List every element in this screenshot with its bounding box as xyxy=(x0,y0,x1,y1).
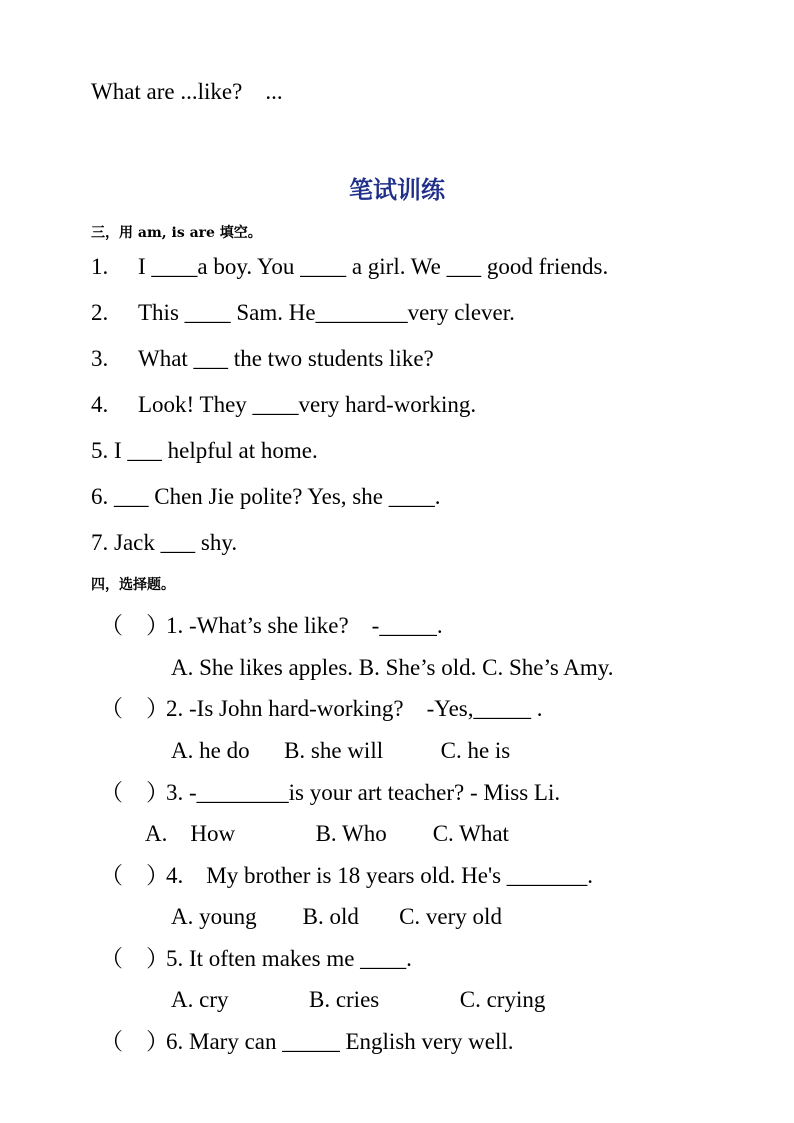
section4-header: 四，选择题。 xyxy=(91,577,175,593)
intro-line: What are ...like? ... xyxy=(91,79,283,104)
choice-options-3: A. How B. Who C. What xyxy=(145,821,509,846)
fill-item-4 xyxy=(91,391,476,419)
item-number: 1. xyxy=(91,254,109,279)
answer-paren: （ ） xyxy=(100,863,169,888)
choice-question-4 xyxy=(100,862,593,890)
item-number: 4. xyxy=(91,392,109,417)
answer-paren: （ ） xyxy=(100,946,169,971)
item-text: Look! They ____very hard-working. xyxy=(138,392,477,417)
choice-options-5: A. cry B. cries C. crying xyxy=(171,987,546,1012)
choice-options-2: A. he do B. she will C. he is xyxy=(171,738,511,763)
choice-options-1: A. She likes apples. B. She’s old. C. She’s Amy. xyxy=(171,655,614,680)
fill-item-6: 6. ___ Chen Jie polite? Yes, she ____. xyxy=(91,484,441,509)
choice-question-1 xyxy=(100,612,443,640)
question-text: 2. -Is John hard-working? -Yes,_____ . xyxy=(166,696,543,721)
answer-paren: （ ） xyxy=(100,780,169,805)
item-number: 2. xyxy=(91,300,109,325)
question-text: 1. -What’s she like? -_____. xyxy=(166,613,443,638)
item-text: What ___ the two students like? xyxy=(138,346,434,371)
fill-item-1 xyxy=(91,253,608,281)
answer-paren: （ ） xyxy=(100,613,169,638)
item-text: I ____a boy. You ____ a girl. We ___ good friends. xyxy=(138,254,609,279)
choice-question-5 xyxy=(100,945,412,973)
choice-question-6 xyxy=(100,1028,513,1056)
answer-paren: （ ） xyxy=(100,696,169,721)
choice-options-4: A. young B. old C. very old xyxy=(171,904,502,929)
page-title: 笔试训练 xyxy=(349,176,445,204)
section3-header: 三，用 am, is are 填空。 xyxy=(91,225,262,241)
question-text: 3. -________is your art teacher? - Miss Li. xyxy=(166,780,561,805)
question-text: 4. My brother is 18 years old. He's _______. xyxy=(166,863,594,888)
item-number: 3. xyxy=(91,346,109,371)
question-text: 6. Mary can _____ English very well. xyxy=(166,1029,514,1054)
fill-item-5: 5. I ___ helpful at home. xyxy=(91,438,318,463)
question-text: 5. It often makes me ____. xyxy=(166,946,412,971)
item-text: This ____ Sam. He________very clever. xyxy=(138,300,515,325)
choice-question-2 xyxy=(100,695,543,723)
answer-paren: （ ） xyxy=(100,1029,169,1054)
choice-question-3 xyxy=(100,779,560,807)
fill-item-2 xyxy=(91,299,515,327)
fill-item-7: 7. Jack ___ shy. xyxy=(91,530,238,555)
fill-item-3 xyxy=(91,345,434,373)
